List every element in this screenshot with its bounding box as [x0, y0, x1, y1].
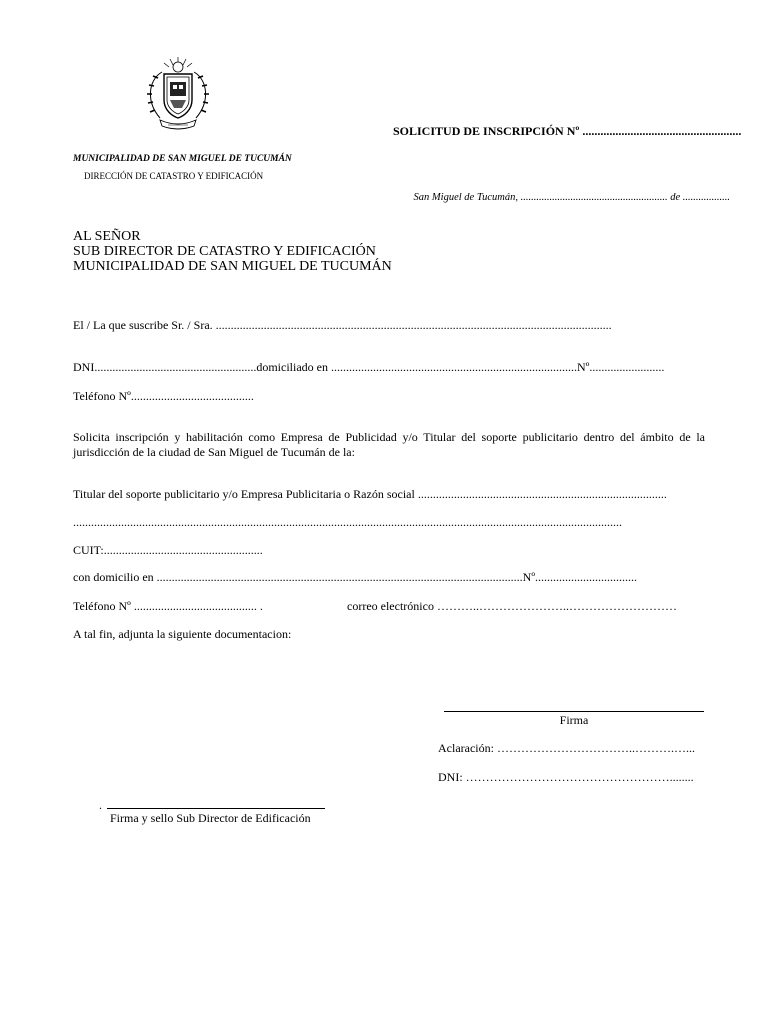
company-phone-field[interactable]: Teléfono Nº ......................................... .: [73, 599, 263, 613]
addressee-line-3: MUNICIPALIDAD DE SAN MIGUEL DE TUCUMÁN: [73, 259, 392, 274]
company-holder-field[interactable]: Titular del soporte publicitario y/o Empresa Publicitaria o Razón social ...................................................................................: [73, 487, 667, 501]
signature-label: Firma: [559, 713, 589, 727]
department-name: DIRECCIÓN DE CATASTRO Y EDIFICACIÓN: [84, 171, 264, 181]
documentation-intro: A tal fin, adjunta la siguiente documentacion:: [73, 627, 292, 641]
form-title: SOLICITUD DE INSCRIPCIÓN Nº .....................................................: [393, 124, 742, 138]
applicant-dni-address-field[interactable]: DNI......................................................domiciliado en ..................................................................................Nº.........................: [73, 360, 665, 374]
aclaracion-field[interactable]: Aclaración: ……………………………..……….…...: [438, 741, 695, 755]
director-signature-line[interactable]: [107, 808, 325, 809]
cuit-field[interactable]: CUIT:.....................................................: [73, 543, 263, 557]
applicant-signature-line[interactable]: [444, 711, 704, 712]
company-email-field[interactable]: correo electrónico ………..…………………..………………………: [347, 599, 677, 613]
company-address-field[interactable]: con domicilio en ..........................................................................................................................Nº..................................: [73, 570, 638, 584]
addressee-line-1: AL SEÑOR: [73, 229, 141, 244]
applicant-name-field[interactable]: El / La que suscribe Sr. / Sra. ....................................................................................................................................: [73, 318, 612, 332]
request-paragraph: Solicita inscripción y habilitación como Empresa de Publicidad y/o Titular del soporte publicitario dentro del ámbito de la jurisdicción de la ciudad de San Miguel de Tucumán de la:: [73, 430, 705, 459]
signature-dni-field[interactable]: DNI: ……………………………………………........: [438, 770, 694, 784]
place-date-line: San Miguel de Tucumán, ........................................................ de ..................: [413, 192, 730, 203]
director-signature-mark: .: [99, 798, 102, 812]
applicant-phone-field[interactable]: Teléfono Nº.........................................: [73, 389, 254, 403]
director-signature-label: Firma y sello Sub Director de Edificación: [110, 811, 311, 825]
municipality-name: MUNICIPALIDAD DE SAN MIGUEL DE TUCUMÁN: [73, 154, 292, 164]
coat-of-arms-icon: [142, 56, 214, 132]
company-holder-continuation-field[interactable]: .......................................................................................................................................................................................: [73, 515, 622, 529]
addressee-line-2: SUB DIRECTOR DE CATASTRO Y EDIFICACIÓN: [73, 244, 376, 259]
